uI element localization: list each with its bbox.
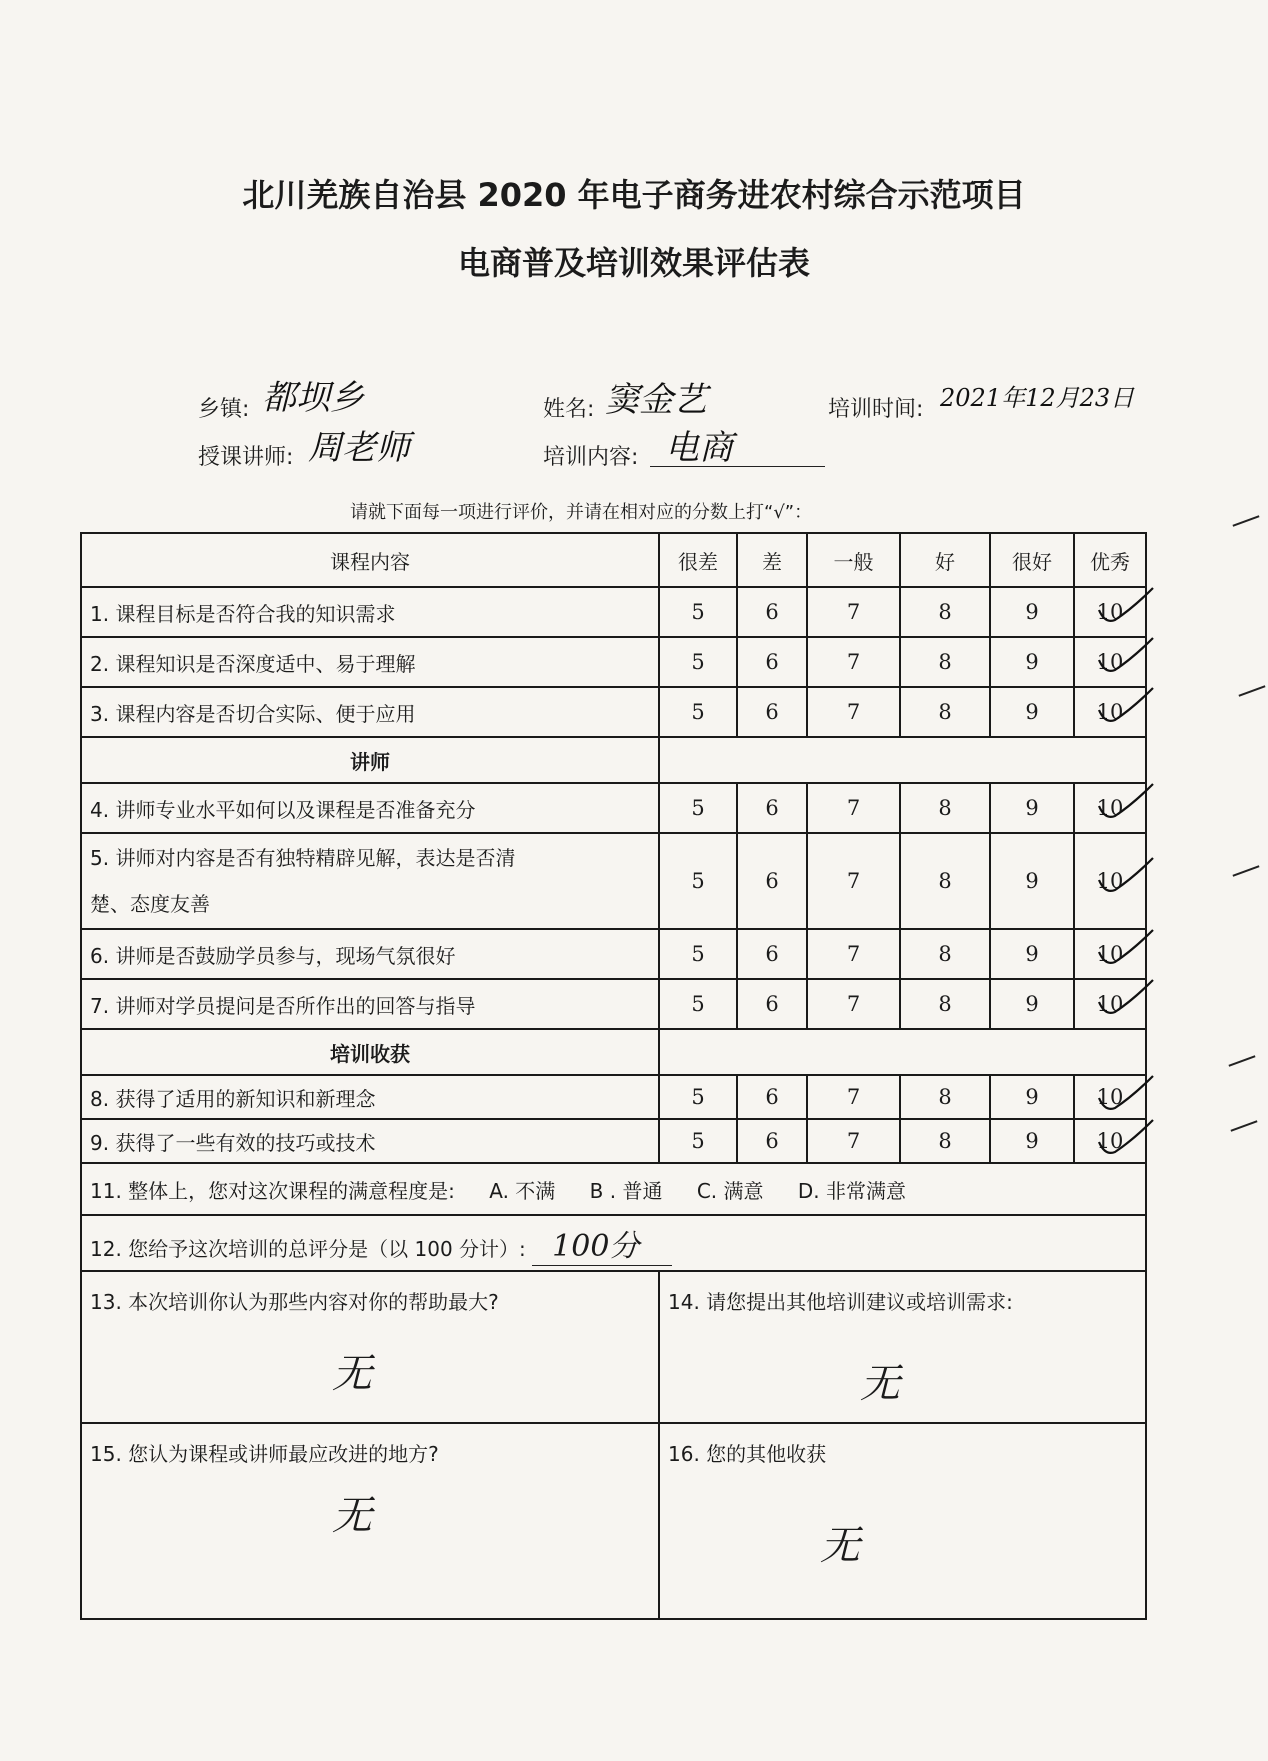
selected-score: 10 (1096, 796, 1124, 820)
score-option[interactable]: 9 (990, 1119, 1074, 1163)
score-option-selected[interactable] (1074, 687, 1146, 737)
row-question: 6. 讲师是否鼓励学员参与，现场气氛很好 (81, 929, 659, 979)
score-option[interactable]: 5 (659, 1119, 737, 1163)
score-option-selected[interactable] (1074, 637, 1146, 687)
score-option[interactable]: 9 (990, 929, 1074, 979)
row-question: 1. 课程目标是否符合我的知识需求 (81, 587, 659, 637)
q16-answer: 无 (820, 1523, 860, 1569)
content-value: 电商 (665, 428, 733, 468)
score-option[interactable]: 5 (659, 1075, 737, 1119)
margin-mark (1233, 865, 1260, 876)
score-option[interactable]: 5 (659, 637, 737, 687)
score-option[interactable]: 8 (900, 1119, 990, 1163)
score-option[interactable]: 5 (659, 833, 737, 929)
score-option[interactable]: 7 (807, 687, 900, 737)
score-option-selected[interactable] (1074, 587, 1146, 637)
township-label: 乡镇: (198, 397, 250, 422)
header-excellent: 优秀 (1074, 533, 1146, 587)
score-option[interactable]: 9 (990, 587, 1074, 637)
q16-question: 16. 您的其他收获 (668, 1442, 827, 1466)
q13-cell[interactable] (81, 1271, 659, 1423)
q13-answer: 无 (332, 1351, 372, 1397)
selected-score: 10 (1096, 650, 1124, 674)
score-option[interactable]: 7 (807, 833, 900, 929)
score-option[interactable]: 7 (807, 783, 900, 833)
township-value: 都坝乡 (262, 378, 364, 418)
table-row (81, 587, 1146, 637)
q16-cell[interactable] (659, 1423, 1146, 1619)
q15-cell[interactable] (81, 1423, 659, 1619)
row-question: 4. 讲师专业水平如何以及课程是否准备充分 (81, 783, 659, 833)
score-option[interactable]: 6 (737, 1119, 807, 1163)
score-option-selected[interactable] (1074, 1075, 1146, 1119)
score-option[interactable]: 8 (900, 783, 990, 833)
section-empty (659, 1029, 1146, 1075)
form-title: 北川羌族自治县 2020 年电子商务进农村综合示范项目 (242, 176, 1026, 214)
row-question: 9. 获得了一些有效的技巧或技术 (81, 1119, 659, 1163)
score-option[interactable]: 9 (990, 1075, 1074, 1119)
score-option[interactable]: 5 (659, 979, 737, 1029)
header-average: 一般 (807, 533, 900, 587)
selected-score: 10 (1096, 700, 1124, 724)
q12-row (81, 1215, 1146, 1271)
row-question: 7. 讲师对学员提问是否所作出的回答与指导 (81, 979, 659, 1029)
q11-option-c[interactable]: C. 满意 (696, 1178, 764, 1203)
q14-question: 14. 请您提出其他培训建议或培训需求: (668, 1290, 1013, 1314)
score-option[interactable]: 6 (737, 587, 807, 637)
q13-q14-row (81, 1271, 1146, 1423)
margin-mark (1231, 1120, 1258, 1131)
q15-q16-row (81, 1423, 1146, 1619)
q14-cell[interactable] (659, 1271, 1146, 1423)
table-row (81, 687, 1146, 737)
score-option[interactable]: 8 (900, 687, 990, 737)
section-teacher: 讲师 (81, 737, 659, 783)
score-option[interactable]: 6 (737, 833, 807, 929)
score-option-selected[interactable] (1074, 833, 1146, 929)
q15-answer: 无 (332, 1493, 372, 1539)
score-option-selected[interactable] (1074, 1119, 1146, 1163)
table-row (81, 979, 1146, 1029)
score-option[interactable]: 5 (659, 587, 737, 637)
q12-question: 12. 您给予这次培训的总评分是（以 100 分计）: (90, 1236, 526, 1261)
row-question (81, 833, 659, 929)
header-good: 好 (900, 533, 990, 587)
q12-answer[interactable]: 100分 (532, 1221, 672, 1266)
score-option[interactable]: 7 (807, 979, 900, 1029)
evaluation-table (80, 532, 1147, 1620)
score-option[interactable]: 6 (737, 979, 807, 1029)
section-row (81, 737, 1146, 783)
row-question-line2: 楚、态度友善 (90, 892, 210, 916)
section-row (81, 1029, 1146, 1075)
content-label: 培训内容: (543, 445, 639, 470)
score-option[interactable]: 7 (807, 587, 900, 637)
table-header-row (81, 533, 1146, 587)
score-option[interactable]: 9 (990, 783, 1074, 833)
q12-cell (81, 1215, 1146, 1271)
q11-cell (81, 1163, 1146, 1215)
q13-question: 13. 本次培训你认为那些内容对你的帮助最大? (90, 1290, 499, 1314)
header-poor: 差 (737, 533, 807, 587)
teacher-label: 授课讲师: (198, 445, 294, 470)
teacher-value: 周老师 (308, 428, 410, 468)
score-option[interactable]: 6 (737, 687, 807, 737)
section-empty (659, 737, 1146, 783)
form-subtitle: 电商普及培训效果评估表 (457, 244, 810, 282)
score-option-selected[interactable] (1074, 783, 1146, 833)
table-row (81, 1119, 1146, 1163)
time-label: 培训时间: (828, 397, 924, 422)
score-option[interactable]: 8 (900, 833, 990, 929)
header-very-good: 很好 (990, 533, 1074, 587)
margin-mark (1229, 1055, 1256, 1066)
score-option[interactable]: 8 (900, 637, 990, 687)
selected-score: 10 (1096, 600, 1124, 624)
score-option[interactable]: 5 (659, 929, 737, 979)
q11-option-d[interactable]: D. 非常满意 (797, 1178, 906, 1203)
score-option[interactable]: 8 (900, 929, 990, 979)
score-option[interactable]: 7 (807, 1075, 900, 1119)
score-option[interactable]: 9 (990, 687, 1074, 737)
selected-score: 10 (1096, 869, 1124, 893)
selected-score: 10 (1096, 1129, 1124, 1153)
q11-option-a[interactable]: A. 不满 (489, 1178, 556, 1203)
score-option-selected[interactable] (1074, 979, 1146, 1029)
score-option[interactable]: 8 (900, 979, 990, 1029)
q11-question: 11. 整体上，您对这次课程的满意程度是: (90, 1178, 455, 1203)
score-option[interactable]: 8 (900, 587, 990, 637)
table-row (81, 783, 1146, 833)
score-option[interactable]: 8 (900, 1075, 990, 1119)
header-course-content: 课程内容 (81, 533, 659, 587)
score-option[interactable]: 6 (737, 783, 807, 833)
header-very-poor: 很差 (659, 533, 737, 587)
margin-mark (1233, 515, 1260, 526)
q11-option-b[interactable]: B . 普通 (589, 1178, 663, 1203)
table-row (81, 637, 1146, 687)
score-option[interactable]: 9 (990, 979, 1074, 1029)
score-option[interactable]: 7 (807, 929, 900, 979)
row-question: 3. 课程内容是否切合实际、便于应用 (81, 687, 659, 737)
score-option[interactable]: 5 (659, 783, 737, 833)
score-option[interactable]: 6 (737, 1075, 807, 1119)
content-underline (650, 466, 825, 467)
q11-row (81, 1163, 1146, 1215)
table-row (81, 1075, 1146, 1119)
name-label: 姓名: (543, 397, 595, 422)
score-option[interactable]: 7 (807, 637, 900, 687)
row-question: 8. 获得了适用的新知识和新理念 (81, 1075, 659, 1119)
score-option[interactable]: 6 (737, 637, 807, 687)
name-value: 窦金艺 (605, 380, 707, 420)
table-row (81, 929, 1146, 979)
margin-mark (1239, 685, 1266, 696)
score-option[interactable]: 7 (807, 1119, 900, 1163)
score-option-selected[interactable] (1074, 929, 1146, 979)
section-gain: 培训收获 (81, 1029, 659, 1075)
selected-score: 10 (1096, 1085, 1124, 1109)
score-option[interactable]: 5 (659, 687, 737, 737)
instruction-text: 请就下面每一项进行评价，并请在相对应的分数上打“√”： (350, 502, 813, 523)
row-question-line1: 5. 讲师对内容是否有独特精辟见解，表达是否清 (90, 846, 516, 870)
time-value: 2021年12月23日 (940, 384, 1135, 412)
selected-score: 10 (1096, 992, 1124, 1016)
q15-question: 15. 您认为课程或讲师最应改进的地方? (90, 1442, 439, 1466)
selected-score: 10 (1096, 942, 1124, 966)
row-question: 2. 课程知识是否深度适中、易于理解 (81, 637, 659, 687)
score-option[interactable]: 6 (737, 929, 807, 979)
table-row (81, 833, 1146, 929)
q14-answer: 无 (860, 1361, 900, 1407)
score-option[interactable]: 9 (990, 637, 1074, 687)
score-option[interactable]: 9 (990, 833, 1074, 929)
